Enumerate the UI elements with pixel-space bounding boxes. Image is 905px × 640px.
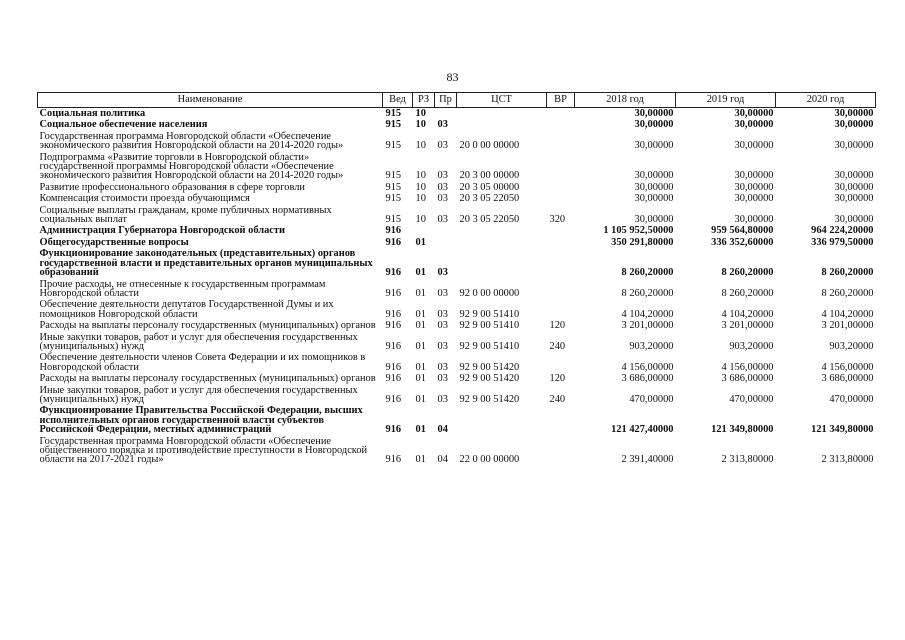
header-rz: РЗ [413, 93, 435, 108]
row-pr: 03 [437, 214, 448, 226]
row-vr: 120 [549, 320, 566, 332]
header-2019: 2019 год [676, 93, 776, 108]
table-row [38, 225, 876, 236]
row-pr: 04 [437, 454, 448, 466]
row-pr: 03 [437, 287, 448, 299]
row-rz: 10 [415, 193, 426, 205]
table-row [38, 373, 876, 384]
row-ved: 915 [385, 193, 402, 205]
row-value-2019: 30,00000 [734, 140, 774, 152]
row-ved: 916 [385, 393, 402, 405]
table-row [38, 182, 876, 193]
row-ved: 916 [385, 454, 402, 466]
row-rz: 10 [415, 119, 426, 131]
table-row [38, 385, 876, 406]
row-rz: 01 [415, 424, 426, 436]
row-value-2019: 30,00000 [734, 108, 774, 119]
row-rz: 01 [415, 236, 426, 248]
row-rz: 01 [415, 454, 426, 466]
table-row [38, 152, 876, 182]
row-name: Государственная программа Новгородской области «Обеспечение общественного порядка и противодействие преступности в Новгородской области на 2017-2021 годы» [39, 435, 368, 466]
row-value-2019: 959 564,80000 [711, 225, 774, 237]
row-value-2019: 4 104,20000 [721, 308, 774, 320]
table-row [38, 352, 876, 373]
row-rz: 01 [415, 267, 426, 279]
row-value-2018: 903,20000 [629, 340, 674, 352]
row-rz: 01 [415, 287, 426, 299]
table-row [38, 205, 876, 226]
row-value-2020: 336 979,50000 [811, 236, 874, 248]
header-2020: 2020 год [776, 93, 876, 108]
row-name: Прочие расходы, не отнесенные к государственным программам Новгородской области [39, 278, 326, 299]
row-value-2020: 4 104,20000 [821, 308, 874, 320]
table-row [38, 131, 876, 152]
row-cst: 92 9 00 51420 [459, 393, 520, 405]
row-vr [547, 108, 575, 120]
row-rz: 01 [415, 308, 426, 320]
row-name: Социальная политика [39, 108, 146, 119]
table-row [38, 237, 876, 248]
row-pr: 03 [437, 193, 448, 205]
row-cst: 92 9 00 51420 [459, 361, 520, 373]
row-value-2018: 30,00000 [634, 214, 674, 226]
row-cst [457, 405, 547, 435]
row-pr [435, 108, 457, 120]
row-cst: 92 9 00 51410 [459, 308, 520, 320]
row-value-2019: 30,00000 [734, 214, 774, 226]
row-value-2020: 30,00000 [834, 193, 874, 205]
row-pr: 04 [437, 424, 448, 436]
row-ved: 916 [385, 236, 402, 248]
row-value-2019: 8 260,20000 [721, 287, 774, 299]
row-vr: 240 [549, 340, 566, 352]
row-rz: 10 [415, 181, 426, 193]
row-cst: 20 3 00 00000 [459, 170, 520, 182]
table-row [38, 279, 876, 300]
row-value-2020: 3 201,00000 [821, 320, 874, 332]
row-name: Функционирование Правительства Российской Федерации, высших исполнительных органов государственной власти субъектов Российской Федерации, местных администраций [39, 405, 363, 436]
row-pr: 03 [437, 119, 448, 131]
row-value-2020: 470,00000 [829, 393, 874, 405]
row-value-2019: 30,00000 [734, 170, 774, 182]
row-value-2019: 121 349,80000 [711, 424, 774, 436]
row-ved: 915 [385, 170, 402, 182]
row-value-2018: 30,00000 [634, 193, 674, 205]
row-cst [457, 119, 547, 130]
row-vr [547, 182, 575, 193]
row-value-2019: 30,00000 [734, 119, 774, 131]
row-value-2019: 470,00000 [729, 393, 774, 405]
row-value-2020: 3 686,00000 [821, 373, 874, 385]
row-value-2018: 121 427,40000 [611, 424, 674, 436]
row-pr: 03 [437, 393, 448, 405]
row-rz: 10 [415, 108, 426, 119]
row-value-2020: 30,00000 [834, 170, 874, 182]
row-pr: 03 [437, 308, 448, 320]
row-cst: 20 3 05 22050 [459, 214, 520, 226]
row-value-2020: 30,00000 [834, 140, 874, 152]
row-rz: 10 [415, 140, 426, 152]
row-value-2020: 30,00000 [834, 181, 874, 193]
row-cst: 20 3 05 00000 [459, 181, 520, 193]
row-vr [547, 193, 575, 204]
header-vr: ВР [547, 93, 575, 108]
row-cst [457, 108, 547, 120]
row-value-2020: 4 156,00000 [821, 361, 874, 373]
row-name: Подпрограмма «Развитие торговли в Новгородской области» государственной программы Новгородской области «Обеспечение экономического развития Новгородской области на 2014-2020 годы» [39, 151, 344, 182]
row-vr [547, 248, 575, 278]
header-ved: Вед [383, 93, 413, 108]
row-value-2018: 2 391,40000 [621, 454, 674, 466]
row-pr [435, 237, 457, 248]
row-pr: 03 [437, 170, 448, 182]
row-ved: 915 [385, 119, 402, 131]
row-vr [547, 237, 575, 248]
row-value-2020: 8 260,20000 [821, 287, 874, 299]
row-vr [547, 225, 575, 236]
row-ved: 916 [385, 320, 402, 332]
row-name: Функционирование законодательных (представительных) органов государственной власти и представительных органов муниципальных образований [39, 248, 373, 279]
row-pr: 03 [437, 373, 448, 385]
row-name: Иные закупки товаров, работ и услуг для обеспечения государственных (муниципальных) нужд [39, 384, 358, 405]
row-value-2020: 8 260,20000 [821, 267, 874, 279]
row-value-2019: 30,00000 [734, 181, 774, 193]
row-vr: 240 [549, 393, 566, 405]
table-row [38, 436, 876, 466]
row-rz [413, 225, 435, 236]
header-2018: 2018 год [575, 93, 676, 108]
row-rz: 10 [415, 214, 426, 226]
row-name: Общегосударственные вопросы [39, 236, 189, 248]
row-value-2020: 2 313,80000 [821, 454, 874, 466]
row-cst: 20 0 00 00000 [459, 140, 520, 152]
table-row [38, 320, 876, 331]
row-value-2019: 903,20000 [729, 340, 774, 352]
row-vr [547, 152, 575, 182]
row-vr [547, 131, 575, 152]
table-row [38, 332, 876, 353]
row-name: Обеспечение деятельности членов Совета Федерации и их помощников в Новгородской области [39, 352, 366, 373]
row-pr: 03 [437, 140, 448, 152]
row-value-2020: 30,00000 [834, 119, 874, 131]
row-vr: 320 [549, 214, 566, 226]
row-ved: 915 [385, 140, 402, 152]
row-ved: 916 [385, 340, 402, 352]
row-name: Государственная программа Новгородской области «Обеспечение экономического развития Новгородской области на 2014-2020 годы» [39, 130, 344, 152]
row-name: Расходы на выплаты персоналу государственных (муниципальных) органов [39, 373, 376, 385]
table-row [38, 248, 876, 278]
row-name: Развитие профессионального образования в сфере торговли [39, 181, 305, 193]
row-pr: 03 [437, 181, 448, 193]
row-ved: 916 [385, 287, 402, 299]
row-vr [547, 352, 575, 373]
row-ved: 916 [385, 373, 402, 385]
row-value-2020: 121 349,80000 [811, 424, 874, 436]
row-pr: 03 [437, 267, 448, 279]
row-vr [547, 405, 575, 435]
row-pr: 03 [437, 320, 448, 332]
row-name: Компенсация стоимости проезда обучающимся [39, 193, 250, 205]
table-row [38, 299, 876, 320]
row-ved: 915 [385, 108, 402, 119]
row-cst: 92 9 00 51410 [459, 340, 520, 352]
row-name: Обеспечение деятельности депутатов Государственной Думы и их помощников Новгородской области [39, 299, 334, 320]
row-value-2018: 30,00000 [634, 181, 674, 193]
row-value-2018: 4 156,00000 [621, 361, 674, 373]
header-name: Наименование [38, 93, 383, 108]
row-cst [457, 248, 547, 278]
row-ved: 916 [385, 361, 402, 373]
row-rz: 01 [415, 361, 426, 373]
row-name: Социальное обеспечение населения [39, 119, 208, 131]
row-cst: 92 9 00 51420 [459, 373, 520, 385]
row-value-2018: 4 104,20000 [621, 308, 674, 320]
row-value-2019: 4 156,00000 [721, 361, 774, 373]
row-value-2019: 3 201,00000 [721, 320, 774, 332]
row-value-2020: 964 224,20000 [811, 225, 874, 237]
row-value-2018: 350 291,80000 [611, 236, 674, 248]
row-cst: 92 0 00 00000 [459, 287, 520, 299]
budget-table [37, 92, 876, 466]
table-body [38, 108, 876, 466]
row-name: Расходы на выплаты персоналу государственных (муниципальных) органов [39, 320, 376, 332]
row-pr [435, 225, 457, 236]
row-rz: 01 [415, 393, 426, 405]
row-rz: 01 [415, 373, 426, 385]
row-value-2018: 30,00000 [634, 119, 674, 131]
row-value-2019: 2 313,80000 [721, 454, 774, 466]
row-value-2018: 30,00000 [634, 170, 674, 182]
row-ved: 915 [385, 214, 402, 226]
row-value-2018: 3 201,00000 [621, 320, 674, 332]
row-value-2018: 8 260,20000 [621, 287, 674, 299]
row-cst: 20 3 05 22050 [459, 193, 520, 205]
row-name: Иные закупки товаров, работ и услуг для обеспечения государственных (муниципальных) нужд [39, 331, 358, 352]
header-pr: Пр [435, 93, 457, 108]
table-row [38, 405, 876, 435]
row-value-2019: 8 260,20000 [721, 267, 774, 279]
row-value-2020: 30,00000 [834, 214, 874, 226]
row-rz: 10 [415, 170, 426, 182]
row-ved: 916 [385, 225, 402, 237]
row-name: Администрация Губернатора Новгородской области [39, 225, 285, 237]
row-cst [457, 225, 547, 236]
row-rz: 01 [415, 320, 426, 332]
row-ved: 916 [385, 424, 402, 436]
row-value-2020: 903,20000 [829, 340, 874, 352]
page-number: 83 [446, 70, 459, 84]
header-cst: ЦСТ [457, 93, 547, 108]
row-ved: 916 [385, 267, 402, 279]
row-value-2019: 3 686,00000 [721, 373, 774, 385]
row-ved: 916 [385, 308, 402, 320]
row-value-2020: 30,00000 [834, 108, 874, 119]
table-header [38, 93, 876, 108]
row-vr [547, 436, 575, 466]
row-name: Социальные выплаты гражданам, кроме публичных нормативных социальных выплат [39, 204, 332, 226]
row-cst: 92 9 00 51410 [459, 320, 520, 332]
row-value-2018: 470,00000 [629, 393, 674, 405]
row-value-2019: 30,00000 [734, 193, 774, 205]
row-value-2018: 3 686,00000 [621, 373, 674, 385]
row-value-2018: 30,00000 [634, 108, 674, 119]
row-vr [547, 119, 575, 130]
row-cst: 22 0 00 00000 [459, 454, 520, 466]
table-row [38, 119, 876, 130]
row-pr: 03 [437, 340, 448, 352]
row-vr [547, 299, 575, 320]
row-rz: 01 [415, 340, 426, 352]
row-value-2019: 336 352,60000 [711, 236, 774, 248]
row-value-2018: 8 260,20000 [621, 267, 674, 279]
row-ved: 915 [385, 181, 402, 193]
table-row [38, 108, 876, 120]
row-vr [547, 279, 575, 300]
row-vr: 120 [549, 373, 566, 385]
row-value-2018: 1 105 952,50000 [603, 225, 674, 237]
row-pr: 03 [437, 361, 448, 373]
row-cst [457, 237, 547, 248]
table-row [38, 193, 876, 204]
row-value-2018: 30,00000 [634, 140, 674, 152]
